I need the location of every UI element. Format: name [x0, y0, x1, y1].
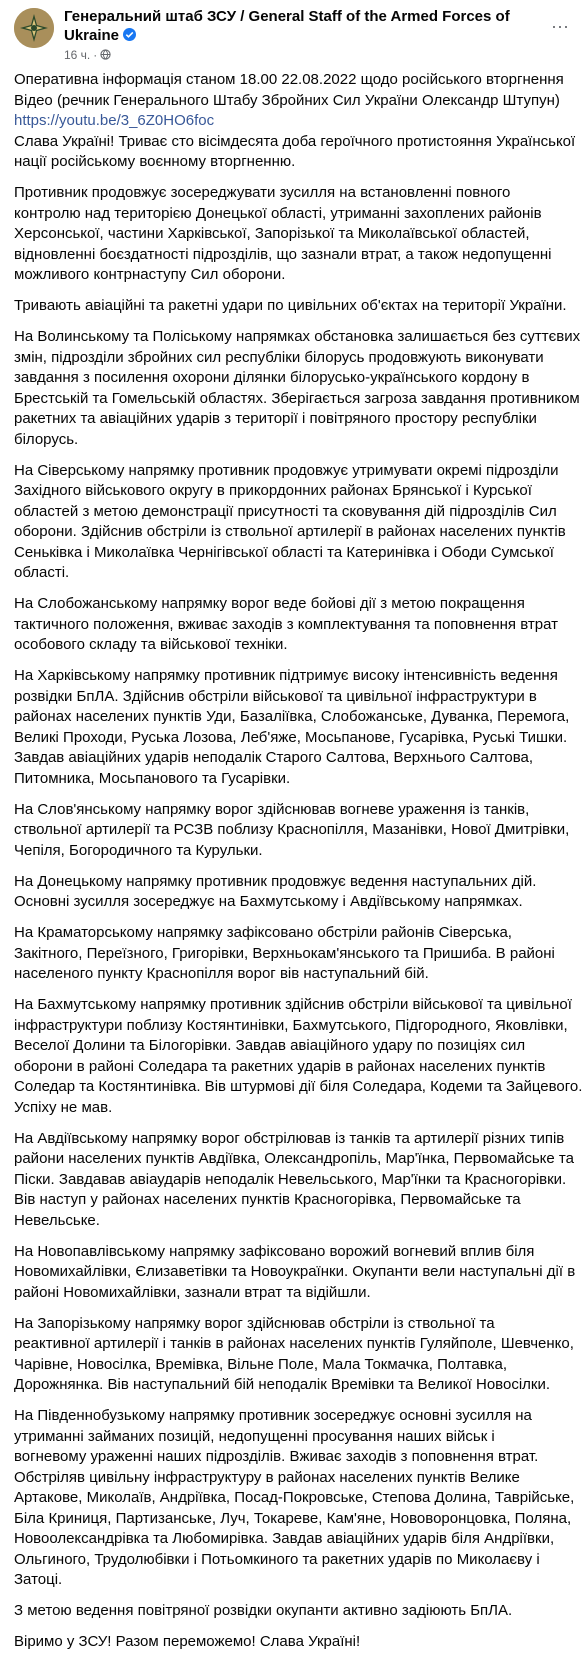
post-line: районах населених пунктів Уди, Базаліївка, Слобожанське, Дуванка, Перемога,	[14, 708, 570, 725]
post-line: білорусь.	[14, 430, 79, 448]
post-line: Чепіля, Богородичного та Курульки.	[14, 841, 263, 859]
post-paragraph	[14, 1406, 575, 1591]
post-line: утриманні займаних позицій, недопущенні просування наших військ і	[14, 1427, 495, 1445]
post-line: Затоці.	[14, 1571, 63, 1588]
post-line: райони населених пунктів Авдіївка, Олександропіль, Мар'їнка, Первомайське та	[14, 1150, 574, 1167]
post-line: областей з метою демонстрації присутності та сковування дій підрозділів Сил	[14, 502, 557, 520]
post-line: реактивної артилерії і танків в районах населених пунктів Гуляйполе, Шевченко,	[14, 1335, 574, 1352]
post-line: На Авдіївському напрямку ворог обстрілював із танків та артилерії різних типів	[14, 1129, 565, 1147]
post-paragraph	[14, 800, 572, 862]
post-line: На Слов'янському напрямку ворог здійснював вогневе ураження із танків,	[14, 800, 530, 818]
post-line: вогневому ураженні наших підрозділів. Вживає заходів з поповнення втрат.	[14, 1448, 539, 1465]
post-line: На Південнобузькому напрямку противник зосереджує основні зусилля на	[14, 1407, 532, 1424]
post-meta	[64, 48, 111, 62]
post-line: Вів наступ у районах населених пунктів Красногорівка, Первомайське та	[14, 1191, 521, 1208]
post-line: На Сіверському напрямку противник продовжує утримувати окремі підрозділи	[14, 461, 559, 479]
post-paragraph	[14, 594, 572, 656]
post-line: ствольної артилерії та РСЗВ поблизу Краснопілля, Мазанівки, Нової Дмитрівки,	[14, 821, 570, 838]
post-line: тактичного положення, вживає заходів з комплектування та поповнення втрат	[14, 615, 558, 633]
verified-badge-icon	[123, 28, 136, 41]
post-line: На Бахмутському напрямку противник здійснив обстріли військової та цивільної	[14, 996, 572, 1013]
post-line: Основні зусилля зосереджує на Бахмутському і Авдіївському напрямках.	[14, 893, 523, 910]
post-line: Тривають авіаційні та ракетні удари по цивільних об'єктах на території України.	[14, 297, 567, 314]
post-line: З метою ведення повітряної розвідки окупанти активно задіюють БпЛА.	[14, 1602, 513, 1619]
post-paragraph	[14, 1632, 572, 1653]
post-line: На Харківському напрямку противник підтримує високу інтенсивність ведення	[14, 667, 558, 684]
page-name-text[interactable]: Генеральний штаб ЗСУ / General Staff of the Armed Forces of Ukraine	[64, 8, 510, 44]
post-line: Брестській та Гомельській областях. Зберігається загроза завдання противником	[14, 389, 580, 407]
post-time[interactable]: 16 ч.	[64, 48, 91, 62]
post-line: На Краматорському напрямку зафіксовано обстріли районів Сіверська,	[14, 924, 512, 941]
post-line: Дорожнянка. Вів наступальний бій неподалік Времівки та Великої Новосілки.	[14, 1376, 551, 1393]
post-line: можливого контрнаступу Сил оборони.	[14, 266, 286, 283]
post-paragraph	[14, 1242, 576, 1304]
post-line: На Запорізькому напрямку ворог здійснював обстріли із ствольної та	[14, 1314, 495, 1332]
post-line: Відео (речник Генерального Штабу Збройних Сил України Олександр Штупун)	[14, 91, 560, 109]
post-line: нації російському воєнному вторгненню.	[14, 153, 296, 170]
post-line: Завдав авіаційних ударів неподалік Старого Салтова, Верхнього Салтова,	[14, 749, 534, 766]
more-options-button[interactable]	[546, 14, 574, 42]
post-line: Соледар та Костянтинівка. Вів штурмові дії біля Соледара, Кодеми та Зайцевого.	[14, 1078, 583, 1095]
post-line: оборони. Здійснив обстріли із ствольної артилерії в районах населених пунктів	[14, 523, 566, 540]
post-line: На Донецькому напрямку противник продовжує ведення наступальних дій.	[14, 872, 537, 890]
post-line: Успіху не мав.	[14, 1098, 113, 1116]
post-line: Слава Україні! Триває сто вісімдесята доба героїчного протистояння Української	[14, 132, 576, 150]
post-line: населеного пункту Краснопілля ворог вів наступальний бій.	[14, 965, 429, 982]
post-line: Великі Проходи, Руська Лозова, Леб'яже, Мосьпанове, Гусарівка, Руські Тишки.	[14, 728, 568, 746]
post-line: На Слобожанському напрямку ворог веде бойові дії з метою покращення	[14, 595, 525, 612]
post-paragraph	[14, 995, 583, 1118]
post-paragraph	[14, 1314, 572, 1396]
post-line: На Новопавлівському напрямку зафіксовано ворожий вогневий вплив біля	[14, 1242, 535, 1260]
separator-dot: ·	[93, 48, 98, 62]
general-staff-emblem-icon	[14, 8, 54, 48]
post-header	[14, 4, 574, 64]
post-line: Біла Криниця, Партизанське, Луч, Токареве, Кам'яне, Нововоронцовка, Поляна,	[14, 1509, 572, 1527]
post-line: Питомника, Мосьпанового та Гусарівки.	[14, 769, 291, 787]
post-line: Чарівне, Новосілка, Времівка, Вільне Поле, Мала Токмачка, Полтавка,	[14, 1355, 508, 1373]
post-line: Обстріляв цивільну інфраструктуру в районах населених пунктів Велике	[14, 1468, 520, 1486]
post-line: Артакове, Миколаїв, Андріївка, Посад-Покровське, Степова Долина, Таврійське,	[14, 1489, 575, 1506]
post-line: Сеньківка і Миколаївка Чернігівської області та Катеринівка і Ободи Сумської	[14, 543, 554, 561]
post-line: змін, підрозділи збройних сил республіки білорусь продовжують виконувати	[14, 348, 544, 366]
post-line: особового складу та військової техніки.	[14, 636, 288, 653]
post-line: ракетних та авіаційних ударів з території і повітряного простору республіки	[14, 410, 537, 427]
post-line: Оперативна інформація станом 18.00 22.08.2022 щодо російського вторгнення	[14, 71, 564, 88]
post-line: районі Новомихайлівки, зазнали втрат та відійшли.	[14, 1283, 371, 1301]
post-paragraph	[14, 923, 572, 985]
post-line: Віримо у ЗСУ! Разом переможемо! Слава Україні!	[14, 1633, 361, 1650]
post-text	[14, 70, 583, 1663]
post-line: Ольгиного, Трудолюбівки і Потьомкиного та ракетних ударів по Миколаєву і	[14, 1550, 540, 1568]
post-line: Західного військового округу в прикордонних районах Брянської і Курської	[14, 482, 532, 499]
post-paragraph	[14, 666, 572, 789]
post-paragraph	[14, 461, 572, 584]
avatar[interactable]	[14, 8, 54, 48]
page-name[interactable]	[64, 7, 524, 45]
video-link[interactable]: https://youtu.be/3_6Z0HO6foc	[14, 112, 215, 129]
post-paragraph	[14, 327, 581, 450]
post-line: Противник продовжує зосереджувати зусилля на встановленні повного	[14, 184, 511, 201]
post-line: На Волинському та Поліському напрямках обстановка залишається без суттєвих	[14, 328, 581, 345]
post-line: відновленні боєздатності підрозділів, що зазнали втрат, а також недопущенні	[14, 245, 552, 263]
post-line: Новомихайлівки, Єлизаветівки та Новоукраїнки. Окупанти вели наступальні дії в	[14, 1263, 576, 1280]
more-options-icon: ···	[551, 16, 569, 36]
post-paragraph	[14, 1601, 572, 1622]
post-paragraph	[14, 296, 572, 317]
post-line: оборони в районі Соледара та ракетних ударів в районах населених пунктів	[14, 1057, 546, 1075]
post-paragraph	[14, 70, 576, 173]
post-paragraph	[14, 1129, 572, 1232]
post-paragraph	[14, 183, 572, 286]
post-line: Веселої Долини та Білогорівки. Завдав авіаційного удару по позиціях сил	[14, 1037, 526, 1054]
post-line: інфраструктури поблизу Костянтинівки, Бахмутського, Підгородного, Яковлівки,	[14, 1016, 568, 1034]
post-line: завдання з посилення охорони ділянки білорусько-українського кордону в	[14, 369, 530, 386]
post-line: Невельське.	[14, 1211, 100, 1229]
post-line: Херсонської, частини Харківської, Запорізької та Миколаївської областей,	[14, 225, 530, 242]
post-paragraph	[14, 872, 572, 913]
globe-icon	[100, 49, 111, 60]
post-line: Закітного, Переїзного, Григорівки, Верхньокам'янського та Пришиба. В районі	[14, 944, 555, 962]
post-line: Піски. Завдавав авіаударів неподалік Невельського, Мар'їнки та Красногорівки.	[14, 1170, 567, 1188]
post-line: розвідки БпЛА. Здійснив обстріли військової та цивільної інфраструктури в	[14, 687, 537, 705]
post-line: Новоолександрівка та Любомирівка. Завдав авіаційних ударів біля Андріївки,	[14, 1530, 555, 1547]
post-line: області.	[14, 564, 70, 581]
post-line: контролю над територією Донецької області, утриманні захоплених районів	[14, 204, 542, 222]
